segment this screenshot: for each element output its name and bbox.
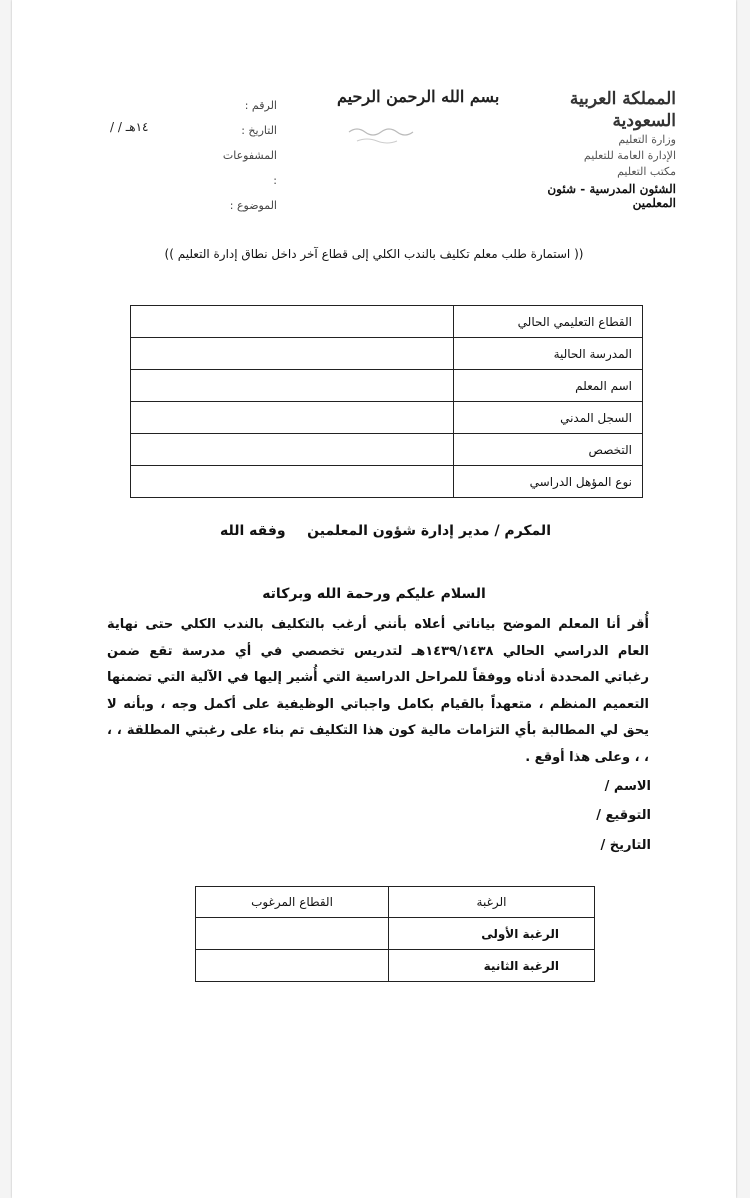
info-value-field[interactable] (131, 306, 454, 338)
document-page (12, 0, 736, 1198)
signature-label: التوقيع / (596, 808, 651, 823)
info-value-field[interactable] (131, 338, 454, 370)
redacted-scribble (347, 124, 417, 146)
table-row (131, 434, 643, 466)
teacher-info-table (130, 305, 643, 498)
info-label: المدرسة الحالية (454, 338, 643, 370)
info-value-field[interactable] (131, 402, 454, 434)
info-label: اسم المعلم (454, 370, 643, 402)
subject-label: الموضوع : (229, 199, 277, 212)
admin-name: الإدارة العامة للتعليم (583, 149, 676, 162)
table-row (131, 466, 643, 498)
basmala: بسم الله الرحمن الرحيم (337, 87, 500, 106)
office-name: مكتب التعليم (617, 165, 676, 178)
sector-field[interactable] (196, 950, 389, 982)
column-header-sector: القطاع المرغوب (196, 887, 389, 918)
column-header-preference: الرغبة (389, 887, 595, 918)
preferences-table (195, 886, 595, 982)
reference-meta (217, 93, 277, 218)
attachments-label: المشفوعات : (222, 149, 277, 187)
info-label: التخصص (454, 434, 643, 466)
department-name: الشئون المدرسية - شئون المعلمين (547, 182, 676, 210)
info-label: نوع المؤهل الدراسي (454, 466, 643, 498)
letterhead (501, 88, 676, 210)
table-header-row (196, 887, 595, 918)
number-label: الرقم : (244, 99, 277, 112)
table-row (131, 402, 643, 434)
info-value-field[interactable] (131, 370, 454, 402)
form-title: (( استمارة طلب معلم تكليف بالندب الكلي إلى قطاع آخر داخل نطاق إدارة التعليم )) (164, 247, 584, 261)
hijri-date-value: / / ١٤هـ (110, 120, 149, 134)
table-row (131, 306, 643, 338)
preference-label: الرغبة الأولى (389, 918, 595, 950)
preference-label: الرغبة الثانية (389, 950, 595, 982)
info-label: القطاع التعليمي الحالي (454, 306, 643, 338)
info-value-field[interactable] (131, 466, 454, 498)
table-row (131, 370, 643, 402)
date-label: التاريخ : (241, 124, 277, 137)
blessing: وفقه الله (220, 523, 286, 539)
signature-date-label: التاريخ / (600, 838, 651, 853)
declaration-text: أُقر أنا المعلم الموضح بياناتي أعلاه بأنني أرغب بالتكليف بالندب الكلي حتى نهاية العام الدراسي الحالي ١٤٣٩/١٤٣٨هـ لتدريس تخصصي في أي مدرسة تقع ضمن رغباتي المحددة أدناه ووفقاً للمراحل الدراسية التي أُشير إليها في الآلية التي تضمنها التعميم المنظم ، متعهداً بالقيام بكامل واجباتي الوظيفية على أكمل وجه ، وبأنه لا يحق لي المطالبة بأي التزامات مالية كون هذا التكليف تم بناء على رغبتي المطلقة ، ، ، ، وعلى هذا أوقع . (107, 617, 649, 765)
kingdom-name: المملكة العربية السعودية (569, 89, 676, 131)
sector-field[interactable] (196, 918, 389, 950)
table-row (196, 918, 595, 950)
table-row (131, 338, 643, 370)
greeting: السلام عليكم ورحمة الله وبركاته (262, 586, 486, 602)
addressee: المكرم / مدير إدارة شؤون المعلمين (307, 523, 551, 539)
name-label: الاسم / (604, 779, 651, 794)
info-label: السجل المدني (454, 402, 643, 434)
table-row (196, 950, 595, 982)
info-value-field[interactable] (131, 434, 454, 466)
ministry-name: وزارة التعليم (618, 133, 676, 146)
